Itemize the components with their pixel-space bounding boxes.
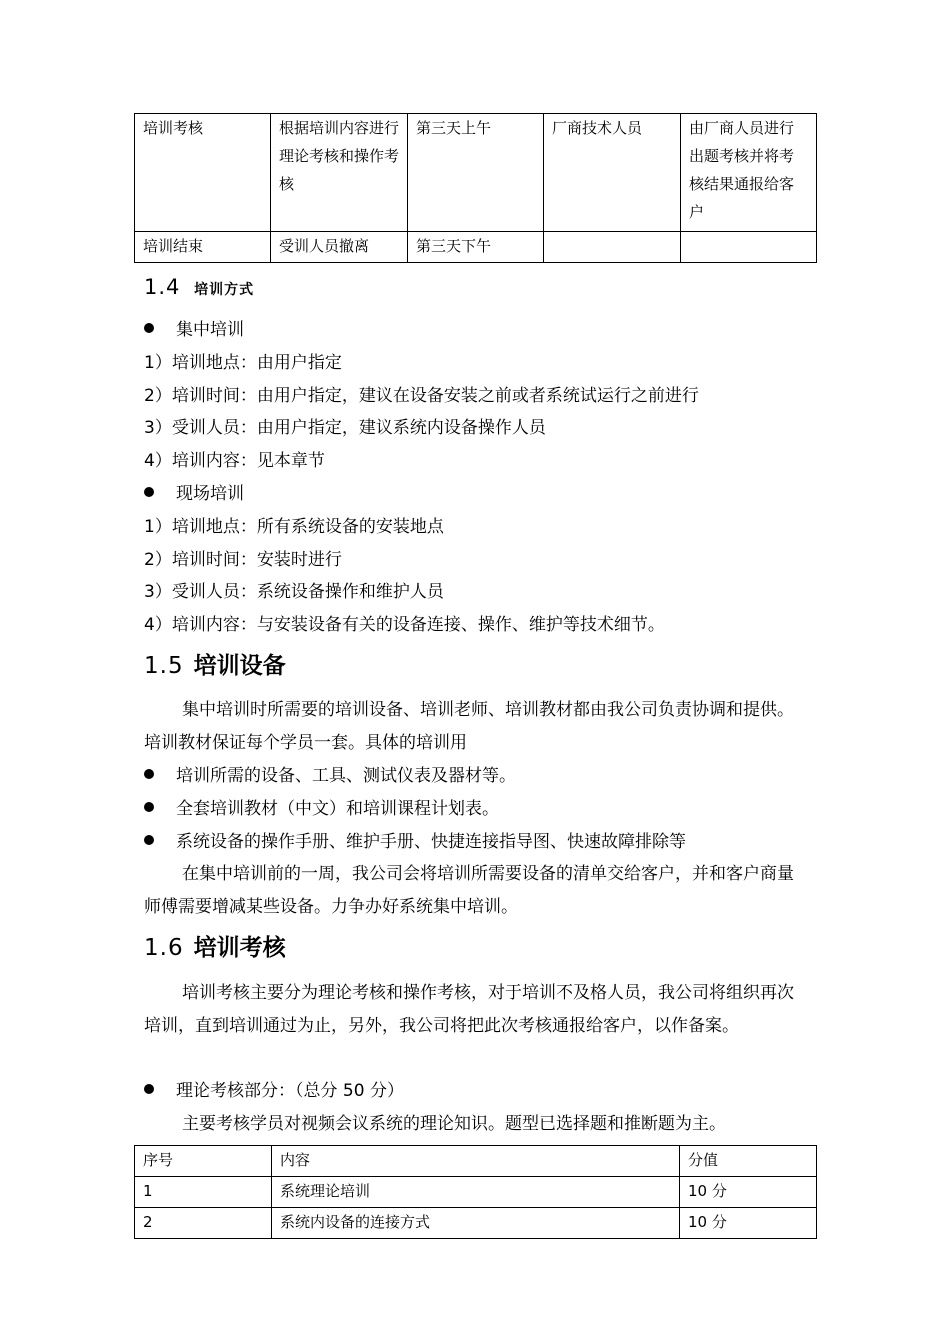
bullet-icon <box>144 1084 154 1094</box>
table-cell: 第三天下午 <box>408 232 544 263</box>
bullet-text: 全套培训教材（中文）和培训课程计划表。 <box>176 799 499 819</box>
table-header-cell: 内容 <box>272 1146 680 1177</box>
section-title: 培训考核 <box>193 935 286 961</box>
bullet-item <box>144 830 686 854</box>
list-item: 1）培训地点：所有系统设备的安装地点 <box>144 517 444 537</box>
table-header-cell: 分值 <box>680 1146 817 1177</box>
table-cell <box>544 232 681 263</box>
paragraph: 集中培训时所需要的培训设备、培训老师、培训教材都由我公司负责协调和提供。培训教材保证每个学员一套。具体的培训用 <box>144 700 794 753</box>
bullet-icon <box>144 835 154 845</box>
table-cell: 2 <box>135 1208 272 1239</box>
table-cell: 第三天上午 <box>408 114 544 232</box>
section-heading-1-6 <box>144 933 286 963</box>
list-item: 2）培训时间：安装时进行 <box>144 550 342 570</box>
table-cell: 厂商技术人员 <box>544 114 681 232</box>
list-item: 3）受训人员：由用户指定，建议系统内设备操作人员 <box>144 418 546 438</box>
bullet-text: 理论考核部分：（总分 50 分） <box>176 1081 404 1101</box>
table-cell: 由厂商人员进行出题考核并将考核结果通报给客户 <box>681 114 817 232</box>
section-heading-1-5 <box>144 651 286 681</box>
bullet-icon <box>144 769 154 779</box>
table-cell <box>681 232 817 263</box>
list-item: 2）培训时间：由用户指定，建议在设备安装之前或者系统试运行之前进行 <box>144 386 699 406</box>
bullet-item <box>144 1079 404 1103</box>
list-item: 4）培训内容：见本章节 <box>144 451 325 471</box>
bullet-icon <box>144 487 154 497</box>
table-cell: 培训结束 <box>135 232 271 263</box>
paragraph: 培训考核主要分为理论考核和操作考核，对于培训不及格人员，我公司将组织再次培训，直到培训通过为止，另外，我公司将把此次考核通报给客户，以作备案。 <box>144 983 794 1036</box>
bullet-item <box>144 797 499 821</box>
bullet-item <box>144 764 516 788</box>
table-cell: 1 <box>135 1177 272 1208</box>
training-schedule-table <box>134 113 817 263</box>
table-cell: 系统理论培训 <box>272 1177 680 1208</box>
table-header-cell: 序号 <box>135 1146 272 1177</box>
paragraph: 在集中培训前的一周，我公司会将培训所需要设备的清单交给客户，并和客户商量师傅需要增减某些设备。力争办好系统集中培训。 <box>144 864 794 917</box>
score-table <box>134 1145 817 1239</box>
table-cell: 培训考核 <box>135 114 271 232</box>
bullet-icon <box>144 323 154 333</box>
table-cell: 10 分 <box>680 1177 817 1208</box>
section-number: 1.5 <box>144 653 184 679</box>
table-cell: 系统内设备的连接方式 <box>272 1208 680 1239</box>
paragraph: 主要考核学员对视频会议系统的理论知识。题型已选择题和推断题为主。 <box>182 1114 726 1134</box>
list-item: 3）受训人员：系统设备操作和维护人员 <box>144 582 444 602</box>
table-row <box>135 114 817 232</box>
bullet-text: 系统设备的操作手册、维护手册、快捷连接指导图、快速故障排除等 <box>176 832 686 852</box>
section-number: 1.4 <box>144 275 181 299</box>
table-header-row <box>135 1146 817 1177</box>
bullet-text: 集中培训 <box>176 320 244 340</box>
table-cell: 根据培训内容进行理论考核和操作考核 <box>271 114 408 232</box>
list-item: 1）培训地点：由用户指定 <box>144 353 342 373</box>
table-row <box>135 1177 817 1208</box>
section-heading-1-4 <box>144 273 254 304</box>
bullet-item <box>144 482 244 506</box>
table-row <box>135 1208 817 1239</box>
bullet-text: 培训所需的设备、工具、测试仪表及器材等。 <box>176 766 516 786</box>
section-title: 培训方式 <box>194 282 255 298</box>
list-item: 4）培训内容：与安装设备有关的设备连接、操作、维护等技术细节。 <box>144 615 665 635</box>
bullet-item <box>144 318 244 342</box>
bullet-icon <box>144 802 154 812</box>
table-cell: 受训人员撤离 <box>271 232 408 263</box>
table-row <box>135 232 817 263</box>
table-cell: 10 分 <box>680 1208 817 1239</box>
section-number: 1.6 <box>144 935 184 961</box>
section-title: 培训设备 <box>193 653 286 679</box>
bullet-text: 现场培训 <box>176 484 244 504</box>
